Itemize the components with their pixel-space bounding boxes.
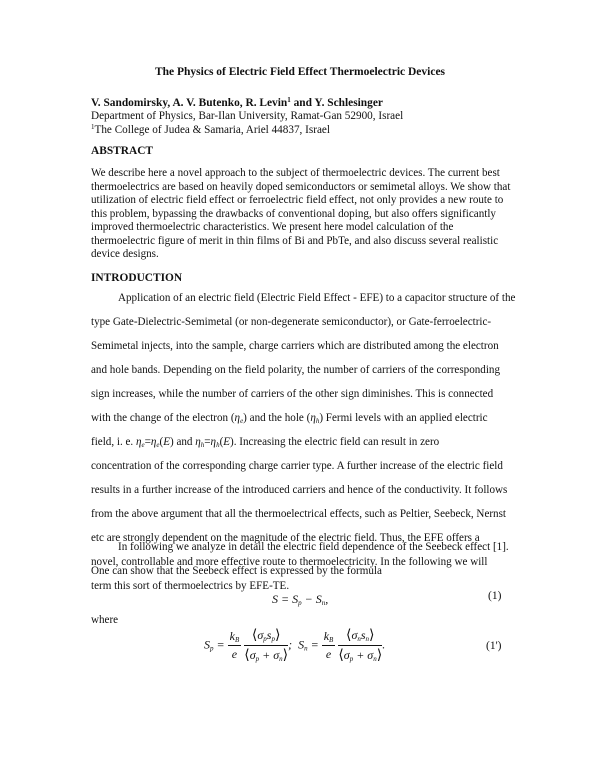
fraction-sn: $\frac{⟨\sigma_ns_n⟩}{⟨\sigma_p + \sigma_n⟩}$ xyxy=(338,628,383,663)
introduction-heading: INTRODUCTION xyxy=(91,272,183,284)
paragraph-line: In following we analyze in detail the electric field dependence of the Seebeck effect [1]. xyxy=(118,541,509,553)
paragraph-line: Application of an electric field (Electric Field Effect - EFE) to a capacitor structure of the xyxy=(118,292,516,304)
paragraph-line: novel, controllable and more effective route to thermoelectricity. In the following we will xyxy=(91,556,488,568)
equation-1-number: (1) xyxy=(488,590,502,602)
author-list: V. Sandomirsky, A. V. Butenko, R. Levin$^1$ and Y. Schlesinger xyxy=(91,96,383,109)
paragraph-line: term this sort of thermoelectrics by EFE-TE. xyxy=(91,580,290,592)
paragraph-line: type Gate-Dielectric-Semimetal (or non-degenerate semiconductor), or Gate-ferroelectric- xyxy=(91,316,492,328)
paragraph-line: sign increases, while the number of carriers of the other sign diminishes. This is connected xyxy=(91,388,494,400)
paper-title: The Physics of Electric Field Effect Thermoelectric Devices xyxy=(154,66,446,78)
fraction-sp: $\frac{⟨\sigma_ps_p⟩}{⟨\sigma_p + \sigma_n⟩}$ xyxy=(244,628,289,663)
where-label: where xyxy=(91,614,119,626)
abstract-text: We describe here a novel approach to the subject of thermoelectric devices. The current best thermoelectrics are based on heavily doped semiconductors or semimetal alloys. We show that utilization of electric field effect or ferroelectric field effect, not only provides a new route to this problem, bypassing the drawbacks of conventional doping, but also offers significantly improved thermoelectric characteristics. We present here model calculation of the thermoelectric figure of merit in thin films of Bi and PbTe, and also discuss several realistic device designs. xyxy=(91,167,511,260)
fraction-kb-e: $\frac{k_B}{e}$ xyxy=(229,629,240,661)
abstract-heading: ABSTRACT xyxy=(91,145,154,157)
paragraph-line: field, i. e. $\eta_e=\eta_e(E)$ and $\eta_h=\eta_h(E)$. Increasing the electric field can result in zero xyxy=(91,436,440,449)
paragraph-line: with the change of the electron $(\eta_e)$ and the hole $(\eta_h)$ Fermi levels with an applied electric xyxy=(91,412,488,425)
paragraph-line: from the above argument that all the thermoelectrical effects, such as Peltier, Seebeck, Nernst xyxy=(91,508,507,520)
paragraph-line: etc are strongly dependent on the magnitude of the electric field. Thus, the EFE offers a xyxy=(91,532,480,544)
paragraph-line: One can show that the Seebeck effect is expressed by the formula xyxy=(91,565,382,577)
equation-1-prime: $S_p$ = $\frac{k_B}{e}$ $\frac{⟨\sigma_ps_p⟩}{⟨\sigma_p + \sigma_n⟩}$ ; $S_n$ = $\frac{k_B}{e}$ $\frac{⟨\sigma_ns_n⟩}{⟨\sigma_p + \sigma_n⟩}$ . xyxy=(204,628,386,663)
equation-1-prime-number: (1') xyxy=(486,640,502,652)
equation-1: $S = S_p - S_n$, xyxy=(272,592,329,607)
paragraph-line: concentration of the corresponding charge carrier type. A further increase of the electric field xyxy=(91,460,503,472)
affiliation-2: $^1$The College of Judea & Samaria, Ariel 44837, Israel xyxy=(91,123,330,136)
paragraph-line: results in a further increase of the introduced carriers and hence of the conductivity. It follows xyxy=(91,484,508,496)
paragraph-line: and hole bands. Depending on the field polarity, the number of carriers of the corresponding xyxy=(91,364,501,376)
affiliation-1: Department of Physics, Bar-Ilan University, Ramat-Gan 52900, Israel xyxy=(91,110,404,122)
fraction-kb-e-2: $\frac{k_B}{e}$ xyxy=(323,629,334,661)
paragraph-line: Semimetal injects, into the sample, charge carriers which are distributed among the electron xyxy=(91,340,499,352)
